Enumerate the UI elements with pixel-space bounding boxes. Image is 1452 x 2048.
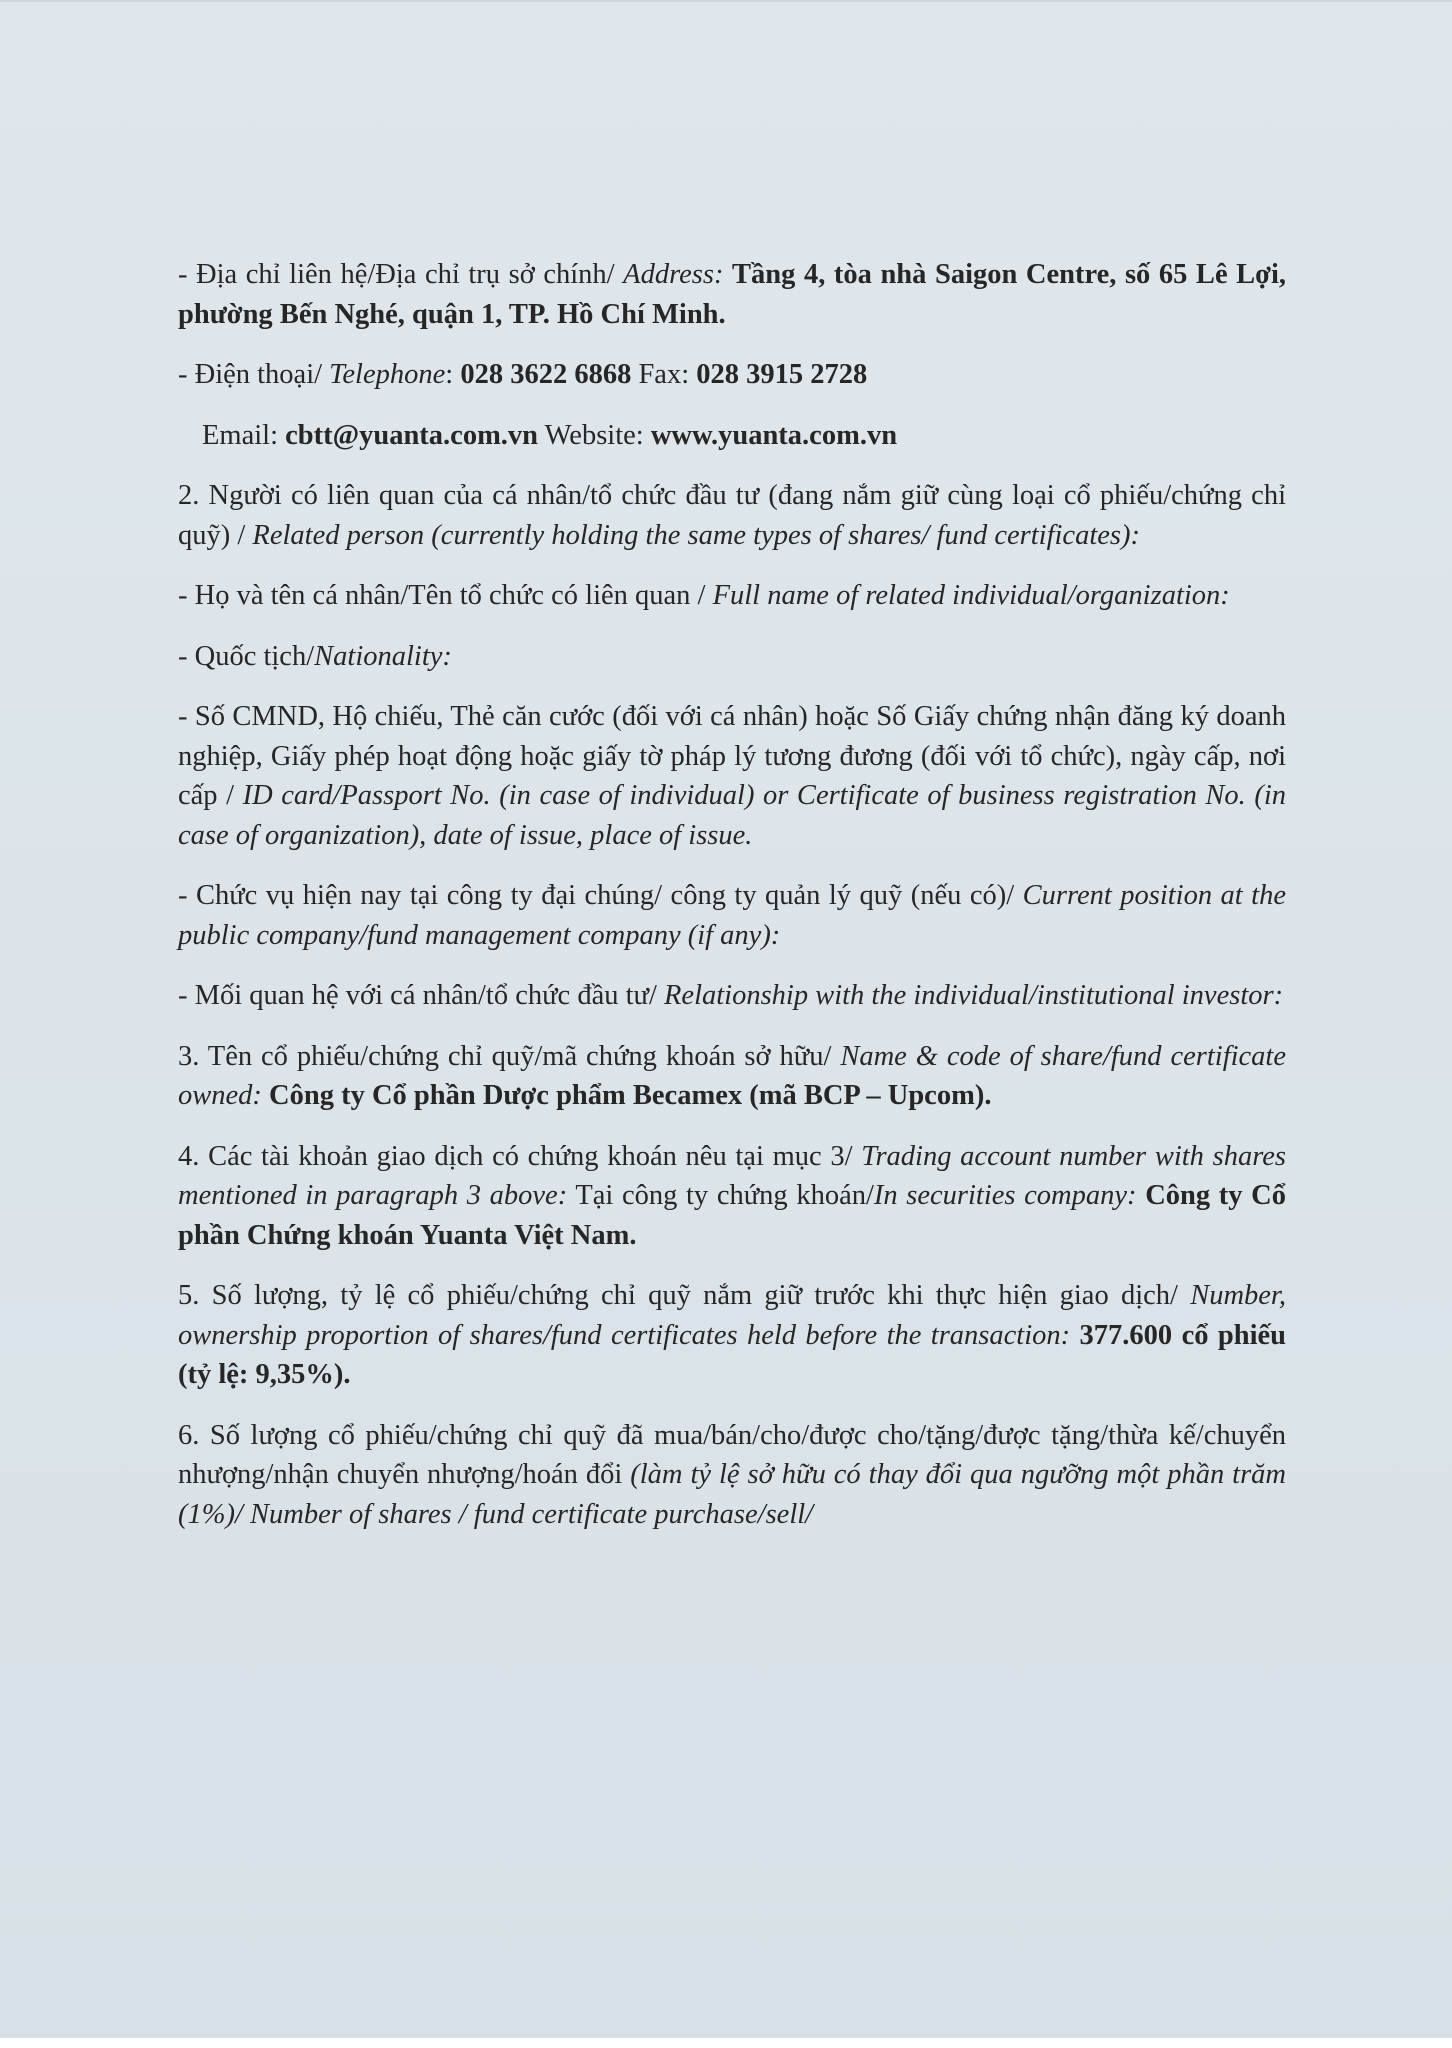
address-label: - Địa chỉ liên hệ/Địa chỉ trụ sở chính/: [178, 259, 624, 290]
section5-label-vi: 5. Số lượng, tỷ lệ cổ phiếu/chứng chỉ quỹ nắm giữ trước khi thực hiện giao dịch/: [178, 1280, 1191, 1311]
id-en: ID card/Passport No. (in case of individual) or Certificate of business registration No. (in case of organization), date of issue, place of issue.: [178, 780, 1287, 851]
phone-label-en: Telephone: [329, 359, 446, 390]
nationality-vi: - Quốc tịch/: [178, 640, 315, 672]
section4-value: Công ty Cổ phần Chứng khoán Yuanta Việt Nam.: [178, 1180, 1286, 1251]
section3-label-vi: 3. Tên cổ phiếu/chứng chỉ quỹ/mã chứng khoán sở hữu/: [178, 1040, 841, 1072]
section2-heading-en: Related person (currently holding the same types of shares/ fund certificates):: [252, 519, 1140, 551]
section4-mid-vi: Tại công ty chứng khoán/: [567, 1180, 874, 1211]
relationship-en: Relationship with the individual/institutional investor:: [664, 980, 1284, 1011]
section2-heading: [178, 476, 1286, 555]
phone-value: 028 3622 6868: [460, 359, 632, 390]
address-paragraph: [178, 255, 1286, 334]
website-label: Website:: [544, 419, 651, 451]
phone-label: - Điện thoại/: [178, 359, 330, 390]
position-en: Current position at the public company/fund management company (if any):: [178, 880, 1286, 951]
email-value: cbtt@yuanta.com.vn: [285, 419, 539, 451]
section4-mid-en: In securities company:: [873, 1180, 1137, 1211]
email-label: Email:: [202, 419, 286, 451]
section6-paragraph: [178, 1416, 1286, 1535]
nationality-en: Nationality:: [314, 640, 452, 672]
section6-label-vi-italic: (làm tỷ lệ sở hữu có thay đổi qua ngưỡng một phần trăm (1%)/: [178, 1459, 1287, 1530]
scan-bottom-edge: [0, 2038, 1452, 2048]
address-label-en: Address:: [623, 259, 724, 290]
nationality-paragraph: [178, 637, 1286, 677]
related-name-paragraph: [178, 576, 1286, 616]
related-name-en: Full name of related individual/organization:: [712, 580, 1230, 611]
position-vi: - Chức vụ hiện nay tại công ty đại chúng/ công ty quản lý quỹ (nếu có)/: [178, 880, 1023, 911]
contact-paragraph: [178, 416, 1286, 456]
section2-heading-vi: 2. Người có liên quan của cá nhân/tổ chức đầu tư (đang nắm giữ cùng loại cổ phiếu/chứng chỉ quỹ) /: [178, 480, 1286, 551]
relationship-paragraph: [178, 976, 1286, 1016]
section3-paragraph: [178, 1037, 1286, 1116]
document-body: [178, 255, 1286, 1555]
section3-value: Công ty Cổ phần Dược phẩm Becamex (mã BCP – Upcom).: [269, 1080, 992, 1111]
id-vi: - Số CMND, Hộ chiếu, Thẻ căn cước (đối với cá nhân) hoặc Số Giấy chứng nhận đăng ký doanh nghiệp, Giấy phép hoạt động hoặc giấy tờ pháp lý tương đương (đối với tổ chức), ngày cấp, nơi cấp /: [178, 701, 1286, 811]
section5-value: 377.600 cổ phiếu (tỷ lệ: 9,35%).: [178, 1319, 1286, 1390]
fax-label: Fax:: [638, 359, 697, 390]
section6-label-vi: 6. Số lượng cổ phiếu/chứng chỉ quỹ đã mua/bán/cho/được cho/tặng/được tặng/thừa kế/chuyển nhượng/nhận chuyển nhượng/hoán đổi: [178, 1419, 1286, 1490]
section4-label-en: Trading account number with shares mentioned in paragraph 3 above:: [178, 1140, 1286, 1211]
position-paragraph: [178, 876, 1286, 955]
section5-label-en: Number, ownership proportion of shares/fund certificates held before the transaction:: [178, 1280, 1286, 1351]
section4-label-vi: 4. Các tài khoản giao dịch có chứng khoán nêu tại mục 3/: [178, 1140, 862, 1172]
section3-label-en: Name & code of share/fund certificate owned:: [178, 1040, 1286, 1111]
section4-paragraph: [178, 1137, 1286, 1256]
related-name-vi: - Họ và tên cá nhân/Tên tổ chức có liên quan /: [178, 580, 713, 611]
section5-paragraph: [178, 1276, 1286, 1395]
phone-paragraph: - Điện thoại/ Telephone: 028 3622 6868 Fax: 028 3915 2728: [178, 359, 868, 390]
id-paragraph: [178, 697, 1286, 855]
address-value: Tầng 4, tòa nhà Saigon Centre, số 65 Lê Lợi, phường Bến Nghé, quận 1, TP. Hồ Chí Minh.: [178, 259, 1286, 330]
website-value: www.yuanta.com.vn: [650, 419, 898, 451]
scan-top-edge: [0, 0, 1452, 2]
section6-label-en: Number of shares / fund certificate purchase/sell/: [242, 1498, 814, 1530]
relationship-vi: - Mối quan hệ với cá nhân/tổ chức đầu tư/: [178, 980, 665, 1011]
fax-value: 028 3915 2728: [696, 359, 868, 390]
